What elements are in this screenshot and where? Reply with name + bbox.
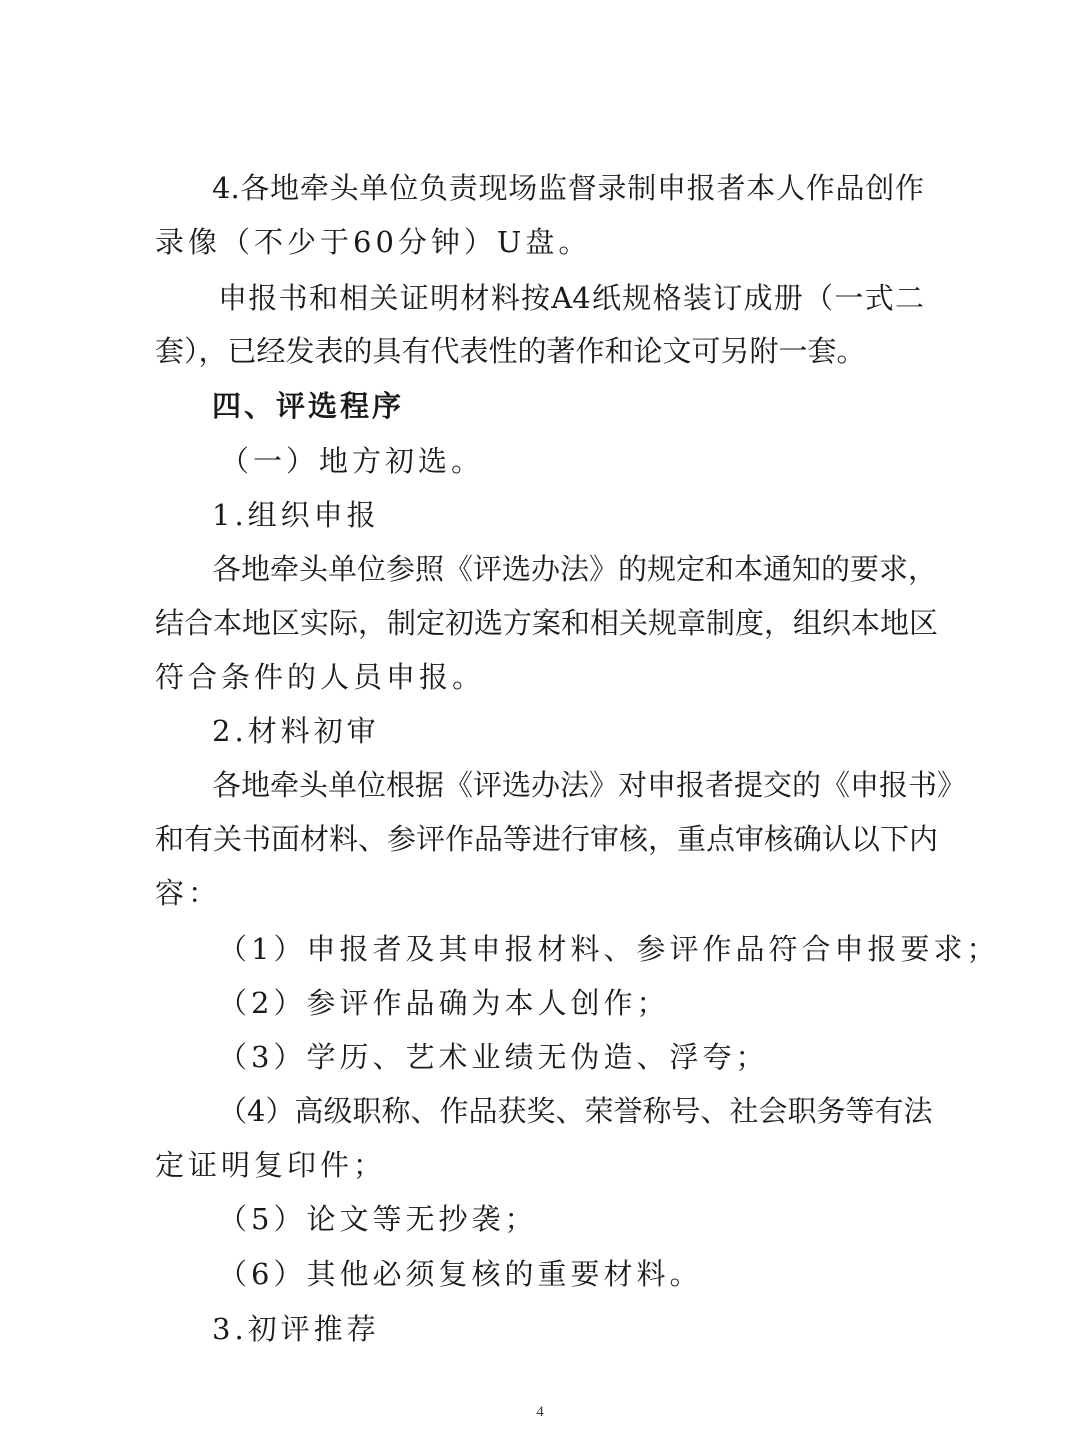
list-item: （1）申报者及其申报材料、参评作品符合申报要求； — [218, 932, 1000, 966]
paragraph-line: 符合条件的人员申报。 — [155, 660, 486, 694]
subsection-heading: （一）地方初选。 — [220, 444, 485, 478]
page-number: 4 — [536, 1404, 544, 1420]
paragraph-line: 套），已经发表的具有代表性的著作和论文可另附一套。 — [155, 334, 866, 368]
paragraph-line: 申报书和相关证明材料按A4纸规格装订成册（一式二 — [218, 281, 924, 315]
paragraph-line: 结合本地区实际，制定初选方案和相关规章制度，组织本地区 — [155, 606, 939, 640]
list-item: （2）参评作品确为本人创作； — [218, 986, 670, 1020]
item-heading: 3.初评推荐 — [212, 1312, 380, 1346]
paragraph-line: 4.各地牵头单位负责现场监督录制申报者本人作品创作 — [212, 171, 924, 205]
item-heading: 2.材料初审 — [212, 714, 380, 748]
list-item: （5）论文等无抄袭； — [218, 1202, 538, 1236]
paragraph-line: 各地牵头单位参照《评选办法》的规定和本通知的要求， — [212, 552, 938, 586]
paragraph-line: 和有关书面材料、参评作品等进行审核，重点审核确认以下内 — [155, 822, 939, 856]
list-item: （6）其他必须复核的重要材料。 — [218, 1257, 703, 1291]
item-heading: 1.组织申报 — [212, 498, 380, 532]
list-item: （4）高级职称、作品获奖、荣誉称号、社会职务等有法 — [218, 1094, 933, 1128]
list-item-continuation: 定证明复印件； — [155, 1148, 387, 1182]
section-heading: 四、评选程序 — [212, 389, 405, 423]
list-item: （3）学历、艺术业绩无伪造、浮夸； — [218, 1040, 769, 1074]
paragraph-line: 各地牵头单位根据《评选办法》对申报者提交的《申报书》 — [212, 768, 967, 802]
paragraph-line: 容： — [155, 876, 222, 910]
paragraph-line: 录像（不少于60分钟）U盘。 — [155, 225, 592, 259]
